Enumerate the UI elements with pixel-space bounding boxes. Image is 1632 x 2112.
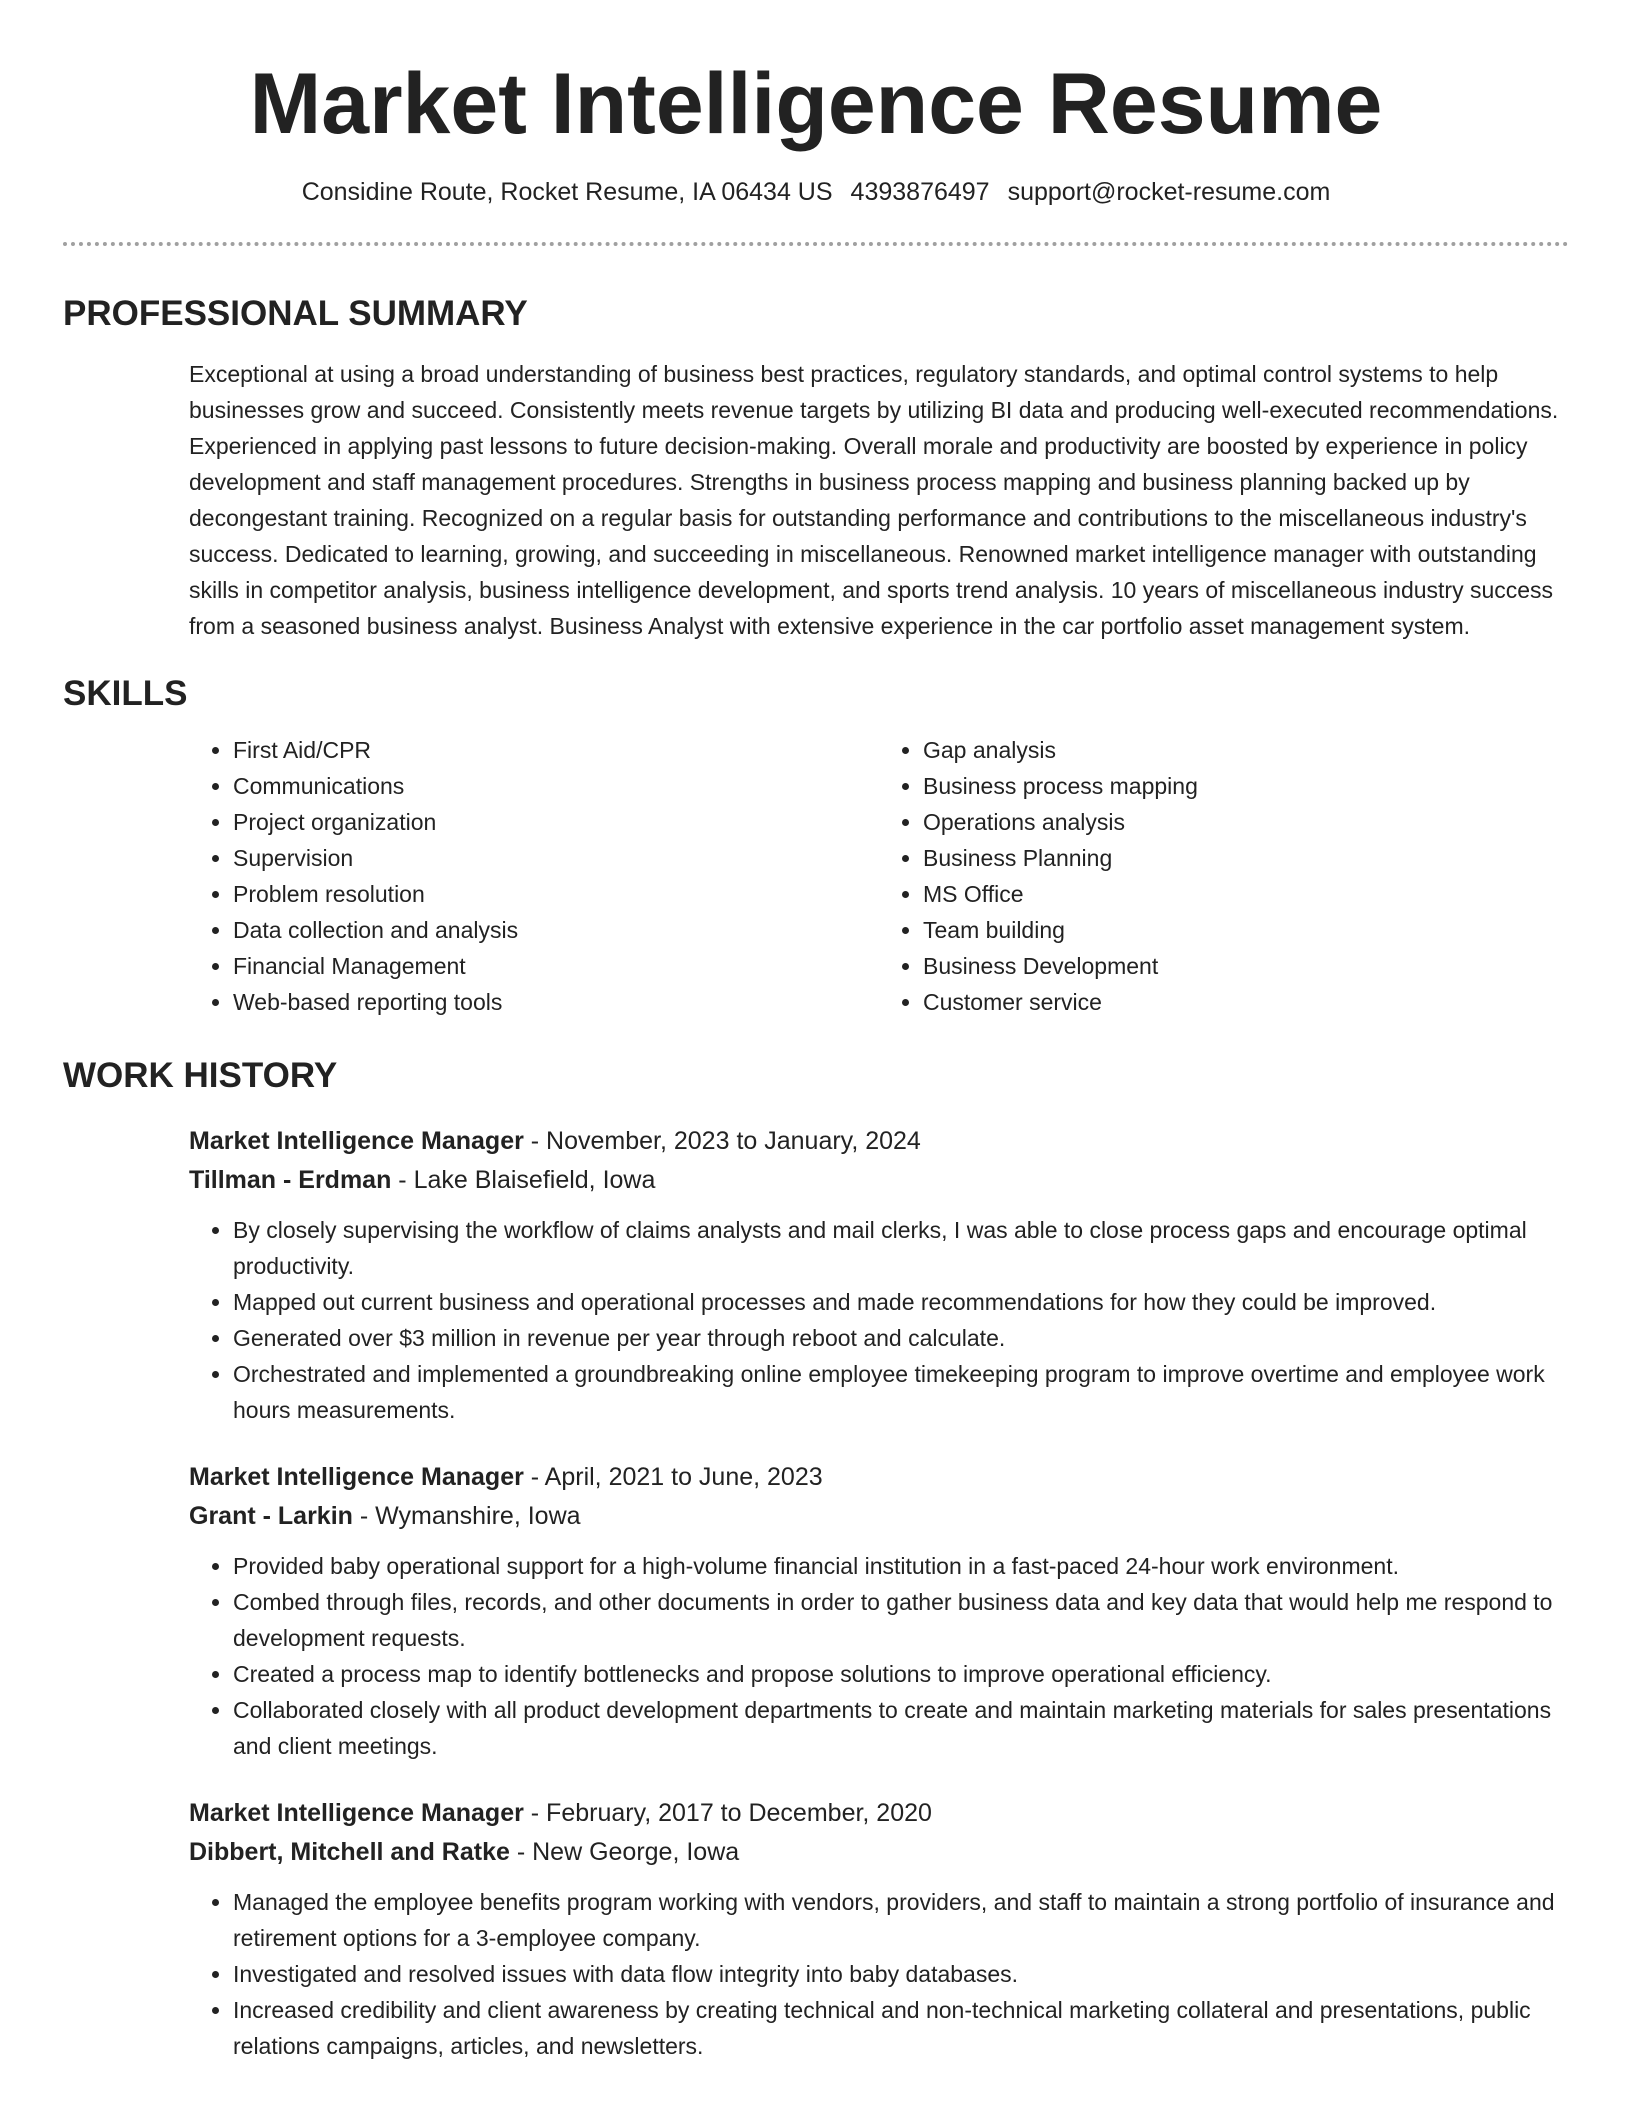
contact-line: [0, 176, 1632, 208]
skill-item: • Team building: [923, 912, 1569, 948]
job-company: Dibbert, Mitchell and Ratke: [189, 1838, 510, 1866]
job-title-line: [189, 1458, 1569, 1497]
skill-item: • Business Planning: [923, 840, 1569, 876]
skill-item: • Project organization: [233, 804, 879, 840]
job-bullet: • Mapped out current business and operational processes and made recommendations for how they could be improved.: [233, 1284, 1569, 1320]
job-title: Market Intelligence Manager: [189, 1127, 524, 1155]
contact-address: Considine Route, Rocket Resume, IA 06434 US: [301, 178, 833, 206]
job-dates: - November, 2023 to January, 2024: [523, 1127, 921, 1155]
job-bullet: • Combed through files, records, and other documents in order to gather business data and key data that would help me respond to development requests.: [233, 1584, 1569, 1656]
section-heading-summary: PROFESSIONAL SUMMARY: [63, 294, 528, 333]
header-divider: [63, 242, 1569, 246]
job-location: - Lake Blaisefield, Iowa: [391, 1166, 656, 1194]
job-bullet: • Increased credibility and client awareness by creating technical and non-technical marketing collateral and presentations, public relations campaigns, articles, and newsletters.: [233, 1992, 1569, 2064]
skill-item: • Customer service: [923, 984, 1569, 1020]
job-location: - New George, Iowa: [509, 1838, 740, 1866]
job-company-line: [189, 1497, 1569, 1536]
skill-item: • First Aid/CPR: [233, 732, 879, 768]
job-bullet: • Generated over $3 million in revenue per year through reboot and calculate.: [233, 1320, 1569, 1356]
skill-item: • Data collection and analysis: [233, 912, 879, 948]
skills-column-right: [879, 732, 1569, 1020]
job-dates: - April, 2021 to June, 2023: [523, 1463, 823, 1491]
skill-item: • Financial Management: [233, 948, 879, 984]
skills-column-left: [189, 732, 879, 1020]
job-location: - Wymanshire, Iowa: [352, 1502, 581, 1530]
job-title: Market Intelligence Manager: [189, 1463, 524, 1491]
job-bullets: [189, 1212, 1569, 1428]
job-bullet: • Provided baby operational support for a high-volume financial institution in a fast-paced 24-hour work environment.: [233, 1548, 1569, 1584]
job-entry: [189, 1458, 1569, 1764]
skill-item: • Communications: [233, 768, 879, 804]
job-bullet: • Created a process map to identify bottlenecks and propose solutions to improve operational efficiency.: [233, 1656, 1569, 1692]
contact-email: support@rocket-resume.com: [1007, 178, 1331, 206]
job-bullet: • Managed the employee benefits program working with vendors, providers, and staff to maintain a strong portfolio of insurance and retirement options for a 3-employee company.: [233, 1884, 1569, 1956]
skill-item: • Gap analysis: [923, 732, 1569, 768]
job-entry: [189, 1794, 1569, 2064]
skill-item: • Web-based reporting tools: [233, 984, 879, 1020]
skills-list: [189, 732, 1569, 1020]
job-title: Market Intelligence Manager: [189, 1799, 524, 1827]
resume-title: Market Intelligence Resume: [249, 56, 1383, 152]
job-dates: - February, 2017 to December, 2020: [523, 1799, 932, 1827]
job-bullet: • By closely supervising the workflow of claims analysts and mail clerks, I was able to close process gaps and encourage optimal productivity.: [233, 1212, 1569, 1284]
section-heading-skills: SKILLS: [63, 674, 188, 713]
job-bullets: [189, 1548, 1569, 1764]
job-entry: [189, 1122, 1569, 1428]
job-company-line: [189, 1833, 1569, 1872]
skill-item: • MS Office: [923, 876, 1569, 912]
job-company: Grant - Larkin: [189, 1502, 353, 1530]
job-bullet: • Orchestrated and implemented a groundbreaking online employee timekeeping program to improve overtime and employee work hours measurements.: [233, 1356, 1569, 1428]
job-bullet: • Collaborated closely with all product development departments to create and maintain marketing materials for sales presentations and client meetings.: [233, 1692, 1569, 1764]
job-title-line: [189, 1794, 1569, 1833]
skill-item: • Business Development: [923, 948, 1569, 984]
job-bullet: • Investigated and resolved issues with data flow integrity into baby databases.: [233, 1956, 1569, 1992]
job-company: Tillman - Erdman: [189, 1166, 392, 1194]
skill-item: • Supervision: [233, 840, 879, 876]
skill-item: • Operations analysis: [923, 804, 1569, 840]
job-title-line: [189, 1122, 1569, 1161]
job-bullets: [189, 1884, 1569, 2064]
job-company-line: [189, 1161, 1569, 1200]
skill-item: • Business process mapping: [923, 768, 1569, 804]
section-heading-work: WORK HISTORY: [63, 1056, 338, 1095]
contact-phone: 4393876497: [850, 178, 990, 206]
summary-text: Exceptional at using a broad understanding of business best practices, regulatory standards, and optimal control systems to help businesses grow and succeed. Consistently meets revenue targets by utilizing BI data and producing well-executed recommendations. Experienced in applying past lessons to future decision-making. Overall morale and productivity are boosted by experience in policy development and staff management procedures. Strengths in business process mapping and business planning backed up by decongestant training. Recognized on a regular basis for outstanding performance and contributions to the miscellaneous industry's success. Dedicated to learning, growing, and succeeding in miscellaneous. Renowned market intelligence manager with outstanding skills in competitor analysis, business intelligence development, and sports trend analysis. 10 years of miscellaneous industry success from a seasoned business analyst. Business Analyst with extensive experience in the car portfolio asset management system.: [189, 361, 1559, 639]
skill-item: • Problem resolution: [233, 876, 879, 912]
